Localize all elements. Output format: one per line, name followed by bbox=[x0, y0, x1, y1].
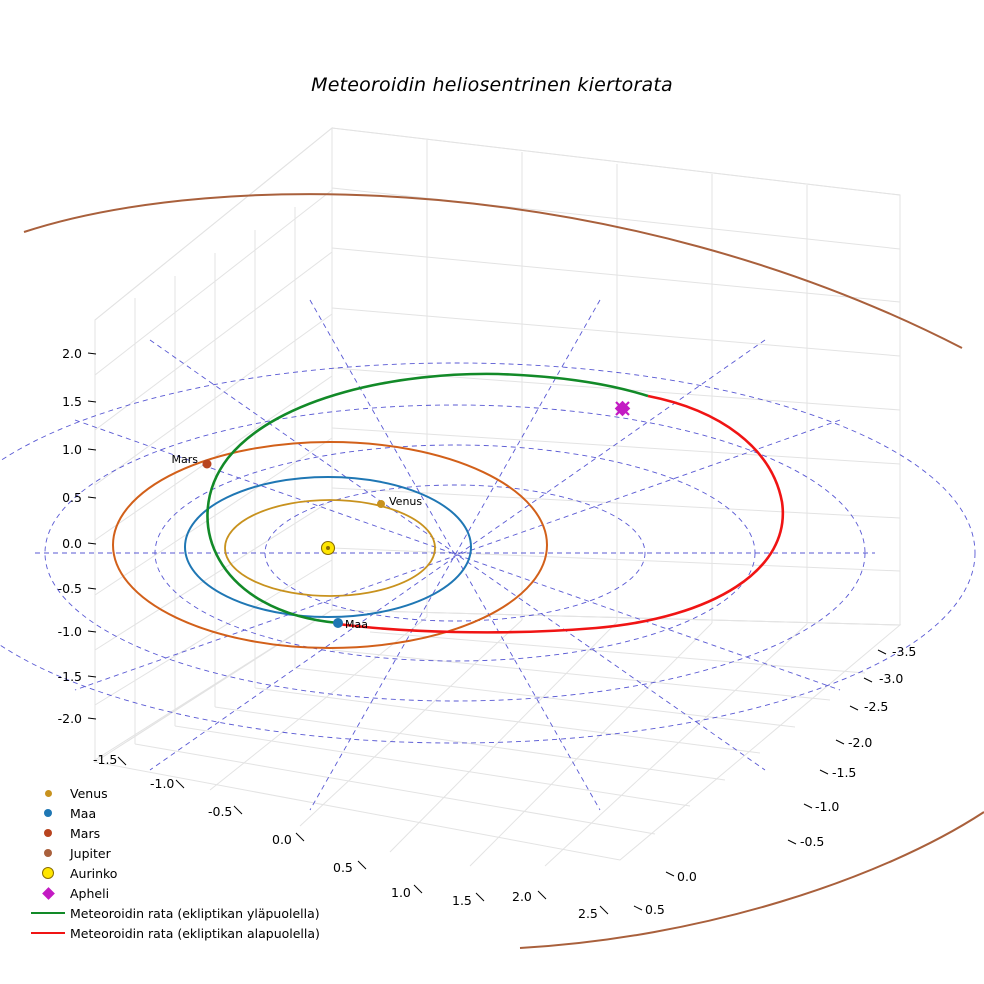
z-tick: 1.0 bbox=[62, 442, 82, 457]
label-earth: Maa bbox=[345, 618, 368, 631]
marker-sun bbox=[322, 542, 335, 555]
x-tick: 2.0 bbox=[512, 889, 532, 904]
y-tick: -1.5 bbox=[832, 765, 857, 780]
red-line-icon bbox=[26, 932, 70, 934]
x-tick: 0.5 bbox=[333, 860, 353, 875]
legend-item-track-above[interactable] bbox=[26, 903, 356, 923]
y-tick: -0.5 bbox=[800, 834, 825, 849]
page-title: Meteoroidin heliosentrinen kiertorata bbox=[311, 74, 673, 96]
legend-item-aurinko[interactable] bbox=[26, 863, 356, 883]
marker-venus bbox=[377, 500, 385, 508]
polar-helper-grid bbox=[0, 300, 975, 810]
legend-item-track-below[interactable] bbox=[26, 923, 356, 943]
legend-item-maa[interactable] bbox=[26, 803, 356, 823]
z-tick: 0.0 bbox=[62, 536, 82, 551]
legend-label: Meteoroidin rata (ekliptikan alapuolella) bbox=[70, 925, 320, 941]
y-tick: -3.5 bbox=[892, 644, 917, 659]
legend-item-mars[interactable] bbox=[26, 823, 356, 843]
x-tick: -1.5 bbox=[93, 752, 118, 767]
z-tick: -2.0 bbox=[57, 711, 82, 726]
legend-label: Mars bbox=[70, 825, 101, 841]
axes-panes bbox=[95, 128, 900, 866]
legend-label: Maa bbox=[70, 805, 97, 821]
y-tick: -2.5 bbox=[864, 699, 889, 714]
z-tick: 1.5 bbox=[62, 394, 82, 409]
label-mars: Mars bbox=[171, 453, 198, 466]
earth-dot-icon bbox=[26, 809, 70, 817]
z-tick: 2.0 bbox=[62, 346, 82, 361]
label-venus: Venus bbox=[389, 495, 423, 508]
z-tick: 0.5 bbox=[62, 490, 82, 505]
x-tick: -0.5 bbox=[208, 804, 233, 819]
z-tick: -0.5 bbox=[57, 581, 82, 596]
legend-label: Aurinko bbox=[70, 865, 118, 881]
legend-label: Apheli bbox=[70, 885, 110, 901]
meteoroid-track-above-ecliptic bbox=[207, 374, 648, 623]
legend-label: Meteoroidin rata (ekliptikan yläpuolella) bbox=[70, 905, 320, 921]
y-tick: -2.0 bbox=[848, 735, 873, 750]
green-line-icon bbox=[26, 912, 70, 914]
marker-mars bbox=[203, 460, 212, 469]
marker-aphelion bbox=[615, 401, 631, 417]
y-tick: -1.0 bbox=[815, 799, 840, 814]
x-tick: 0.0 bbox=[272, 832, 292, 847]
sun-dot-icon bbox=[26, 867, 70, 879]
y-tick: 0.0 bbox=[677, 869, 697, 884]
z-tick: -1.5 bbox=[57, 669, 82, 684]
x-tick: 1.5 bbox=[452, 893, 472, 908]
mars-dot-icon bbox=[26, 829, 70, 837]
venus-dot-icon bbox=[26, 790, 70, 797]
legend-item-jupiter[interactable] bbox=[26, 843, 356, 863]
legend bbox=[26, 783, 356, 943]
legend-label: Jupiter bbox=[70, 845, 111, 861]
y-axis-tick-labels bbox=[645, 644, 916, 917]
y-tick: 0.5 bbox=[645, 902, 665, 917]
y-tick: -3.0 bbox=[879, 671, 904, 686]
legend-label: Venus bbox=[70, 785, 108, 801]
legend-item-venus[interactable] bbox=[26, 783, 356, 803]
x-tick: 2.5 bbox=[578, 906, 598, 921]
marker-earth bbox=[333, 618, 343, 628]
z-tick: -1.0 bbox=[57, 624, 82, 639]
legend-item-apheli[interactable] bbox=[26, 883, 356, 903]
jupiter-dot-icon bbox=[26, 849, 70, 857]
aphelion-diamond-icon bbox=[26, 889, 70, 898]
x-tick: 1.0 bbox=[391, 885, 411, 900]
z-axis-tick-labels bbox=[58, 346, 82, 726]
x-tick: -1.0 bbox=[150, 776, 175, 791]
